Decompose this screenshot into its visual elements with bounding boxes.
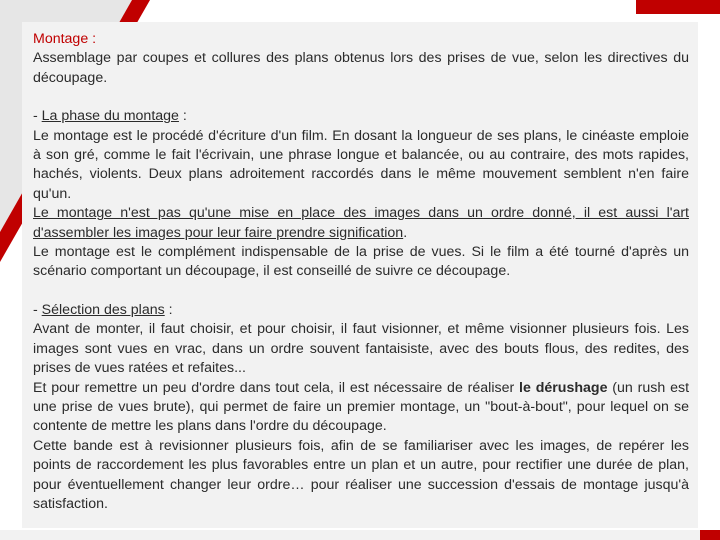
phase-paragraph-1: Le montage est le procédé d'écriture d'un film. En dosant la longueur de ses plans, le cinéaste emploie à son gré, comme le fait l'écrivain, une phrase longue et balancée, ou au contraire, des mots rapides, hachés, violents. Deux plans adroitement raccordés dans le même mouvement semblent n'en faire qu'un. bbox=[33, 127, 689, 202]
selection-dash: - bbox=[33, 301, 42, 318]
selection-paragraph-2 bbox=[33, 379, 689, 437]
slide-text bbox=[33, 30, 689, 514]
selection-colon: : bbox=[164, 301, 173, 318]
phase-colon: : bbox=[178, 108, 187, 125]
selection-title: Sélection des plans bbox=[41, 301, 165, 318]
montage-definition: Assemblage par coupes et collures des plans obtenus lors des prises de vue, selon les directives du découpage. bbox=[33, 50, 689, 86]
selection-p2-end: (un rush est une prise de vues brute), qui permet de faire un premier montage, un "bout-à-bout", pour lequel on se contente de mettre les plans dans l'ordre du découpage. bbox=[33, 379, 690, 435]
phase-paragraph-2 bbox=[33, 204, 689, 243]
phase-paragraph-3: Le montage est le complément indispensable de la prise de vues. Si le film a été tourné d'après un scénario comportant un découpage, il est conseillé de suivre ce découpage. bbox=[33, 244, 689, 280]
bottom-right-accent bbox=[700, 530, 720, 540]
montage-heading: Montage : bbox=[33, 31, 97, 47]
phase-underlined-sentence: Le montage n'est pas qu'une mise en place des images dans un ordre donné, il est aussi l'art d'assembler les images pour leur faire prendre signification bbox=[33, 205, 689, 241]
phase-title: La phase du montage bbox=[41, 108, 179, 125]
bottom-band bbox=[0, 530, 720, 540]
top-right-accent-bar bbox=[636, 0, 720, 14]
phase-heading bbox=[33, 107, 689, 126]
selection-p2-start: Et pour remettre un peu d'ordre dans tout cela, il est nécessaire de réaliser bbox=[33, 379, 520, 396]
selection-paragraph-3: Cette bande est à revisionner plusieurs fois, afin de se familiariser avec les images, de repérer les points de raccordement les plus favorables entre un plan et un autre, pour rectifier une durée de plan, pour éventuellement changer leur ordre… pour réaliser une succession d'essais de montage jusqu'à satisfaction. bbox=[33, 437, 689, 512]
selection-paragraph-1: Avant de monter, il faut choisir, et pour choisir, il faut visionner, et même visionner plusieurs fois. Les images sont vues en vrac, dans un ordre souvent fantaisiste, avec des bouts flous, des redites, des prises de vues ratées et refaites... bbox=[33, 321, 689, 377]
phase-period: . bbox=[403, 224, 408, 241]
derushage-term: le dérushage bbox=[519, 379, 608, 396]
phase-dash: - bbox=[33, 108, 42, 125]
selection-heading bbox=[33, 301, 689, 320]
